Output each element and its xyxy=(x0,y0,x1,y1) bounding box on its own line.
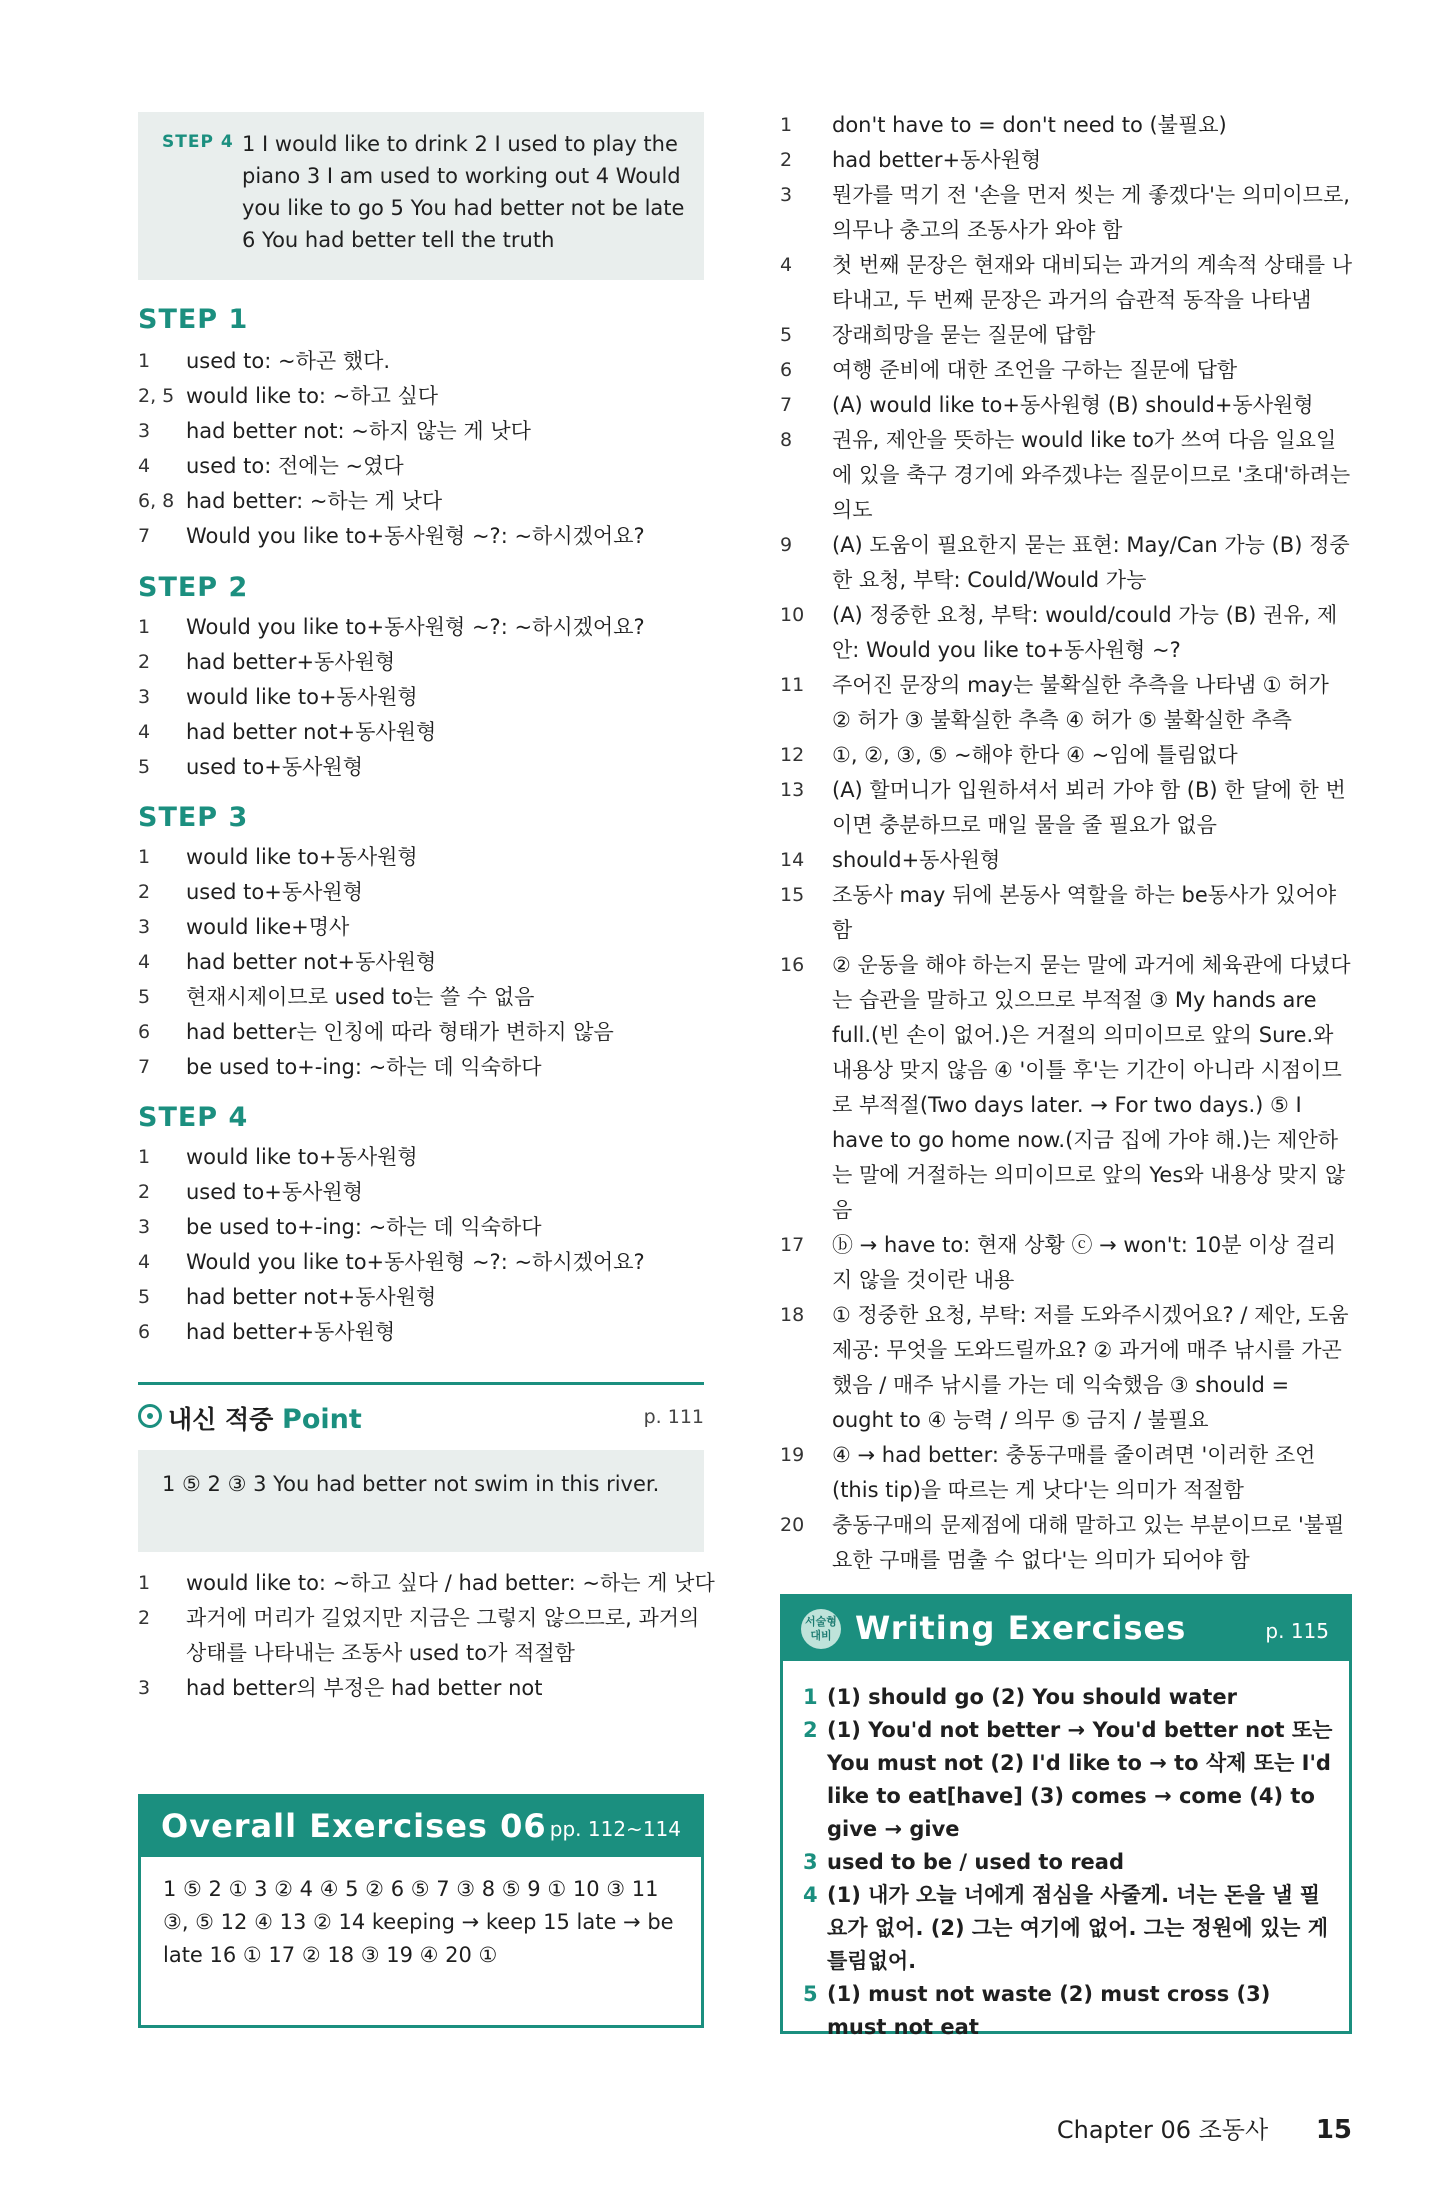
list-item: 6 had better는 인칭에 따라 형태가 변하지 않음 xyxy=(138,1020,614,1044)
list-item: 3 had better의 부정은 had better not xyxy=(138,1676,543,1700)
point-title xyxy=(138,1400,704,1434)
list-item: 2, 5 would like to: ~하고 싶다 xyxy=(138,384,439,408)
list-item: 17 ⓑ → have to: 현재 상황 ⓒ → won't: 10분 이상 걸리지 않을 것이란 내용 xyxy=(780,1233,1337,1292)
list-item: 7 be used to+-ing: ~하는 데 익숙하다 xyxy=(138,1055,542,1079)
list-item: 3 뭔가를 먹기 전 '손을 먼저 씻는 게 좋겠다'는 의미이므로, 의무나 충고의 조동사가 와야 함 xyxy=(780,183,1350,242)
list-item: 3 used to be / used to read xyxy=(803,1850,1124,1874)
list-item: 2 used to+동사원형 xyxy=(138,1180,363,1204)
writing-exercises-answers xyxy=(803,1681,1333,2044)
list-item: 4 had better not+동사원형 xyxy=(138,720,437,744)
page-footer xyxy=(1057,2110,1352,2145)
writing-badge: 서술형 대비 xyxy=(801,1609,841,1649)
list-item: 1 Would you like to+동사원형 ~?: ~하시겠어요? xyxy=(138,615,645,639)
list-item: 1 don't have to = don't need to (불필요) xyxy=(780,113,1227,137)
list-item: 6 had better+동사원형 xyxy=(138,1320,396,1344)
target-icon xyxy=(138,1404,162,1428)
overall-exercises-title: Overall Exercises 06 xyxy=(161,1807,547,1845)
overall-exercises-header xyxy=(141,1797,701,1857)
list-item: 5 used to+동사원형 xyxy=(138,755,363,779)
list-item: 2 used to+동사원형 xyxy=(138,880,363,904)
list-item: 20 충동구매의 문제점에 대해 말하고 있는 부분이므로 '불필요한 구매를 멈출 수 없다'는 의미가 되어야 함 xyxy=(780,1513,1345,1572)
list-item: 4 had better not+동사원형 xyxy=(138,950,437,974)
list-item: 13 (A) 할머니가 입원하셔서 뵈러 가야 함 (B) 한 달에 한 번이면 충분하므로 매일 물을 줄 필요가 없음 xyxy=(780,778,1346,837)
list-item: 2 (1) You'd not better → You'd better not 또는 You must not (2) I'd like to → to 삭제 또는 I'd like to eat[have] (3) comes → come (4) to give → give xyxy=(803,1718,1333,1841)
point-title-english: Point xyxy=(282,1404,362,1435)
list-item: 3 would like+명사 xyxy=(138,915,350,939)
step4-answer-box xyxy=(138,112,704,280)
list-item: 1 used to: ~하곤 했다. xyxy=(138,349,391,373)
list-item: 4 used to: 전에는 ~였다 xyxy=(138,454,404,478)
list-item: 6, 8 had better: ~하는 게 낫다 xyxy=(138,489,443,513)
point-answer-box xyxy=(138,1450,704,1552)
list-item: 8 권유, 제안을 뜻하는 would like to가 쓰여 다음 일요일에 있을 축구 경기에 와주겠냐는 질문이므로 '초대'하려는 의도 xyxy=(780,428,1351,522)
list-item: 2 과거에 머리가 길었지만 지금은 그렇지 않으므로, 과거의 상태를 나타내는 조동사 used to가 적절함 xyxy=(138,1606,700,1665)
writing-exercises-title: Writing Exercises xyxy=(855,1609,1187,1647)
step2-list xyxy=(138,610,704,785)
list-item: 2 had better+동사원형 xyxy=(780,148,1042,172)
point-title-korean: 내신 적중 xyxy=(168,1405,274,1434)
step4-label: STEP 4 xyxy=(162,132,234,152)
list-item: 5 장래희망을 묻는 질문에 답함 xyxy=(780,323,1096,347)
step3-heading: STEP 3 xyxy=(138,802,249,833)
list-item: 5 현재시제이므로 used to는 쓸 수 없음 xyxy=(138,985,535,1009)
step3-list xyxy=(138,840,704,1085)
list-item: 4 첫 번째 문장은 현재와 대비되는 과거의 계속적 상태를 나타내고, 두 번째 문장은 과거의 습관적 동작을 나타냄 xyxy=(780,253,1352,312)
point-page: p. 111 xyxy=(643,1406,704,1428)
list-item: 1 would like to+동사원형 xyxy=(138,845,418,869)
list-item: 9 (A) 도움이 필요한지 묻는 표현: May/Can 가능 (B) 정중한 요청, 부탁: Could/Would 가능 xyxy=(780,533,1350,592)
step4-heading: STEP 4 xyxy=(138,1102,249,1133)
step1-list xyxy=(138,344,704,554)
list-item: 15 조동사 may 뒤에 본동사 역할을 하는 be동사가 있어야 함 xyxy=(780,883,1337,942)
list-item: 2 had better+동사원형 xyxy=(138,650,396,674)
list-item: 10 (A) 정중한 요청, 부탁: would/could 가능 (B) 권유, 제안: Would you like to+동사원형 ~? xyxy=(780,603,1338,662)
list-item: 3 be used to+-ing: ~하는 데 익숙하다 xyxy=(138,1215,542,1239)
list-item: 11 주어진 문장의 may는 불확실한 추측을 나타냄 ① 허가 ② 허가 ③ 불확실한 추측 ④ 허가 ⑤ 불확실한 추측 xyxy=(780,673,1329,732)
overall-exercises-page: pp. 112~114 xyxy=(549,1817,681,1841)
step2-heading: STEP 2 xyxy=(138,572,249,603)
point-explanations xyxy=(138,1566,715,1706)
step4-answers: 1 I would like to drink 2 I used to play the piano 3 I am used to working out 4 Would you like to go 5 You had better not be late 6 You had better tell the truth xyxy=(242,132,685,252)
writing-exercises-header xyxy=(783,1597,1349,1661)
overall-exercises-answers: 1 ⑤ 2 ① 3 ② 4 ④ 5 ② 6 ⑤ 7 ③ 8 ⑤ 9 ① 10 ③ 11 ③, ⑤ 12 ④ 13 ② 14 keeping → keep 15 late → be late 16 ① 17 ② 18 ③ 19 ④ 20 ① xyxy=(163,1877,674,1967)
list-item: 16 ② 운동을 해야 하는지 묻는 말에 과거에 체육관에 다녔다는 습관을 말하고 있으므로 부적절 ③ My hands are full.(빈 손이 없어.)은 거절의 의미이므로 앞의 Sure.와 내용상 맞지 않음 ④ '이틀 후'는 기간이 아니라 시점이므로 부적절(Two days later. → For two days.) ⑤ I have to go home now.(지금 집에 가야 해.)는 제안하는 말에 거절하는 의미이므로 앞의 Yes와 내용상 맞지 않음 xyxy=(780,953,1351,1222)
list-item: 1 (1) should go (2) You should water xyxy=(803,1685,1237,1709)
list-item: 1 would like to: ~하고 싶다 / had better: ~하는 게 낫다 xyxy=(138,1571,715,1595)
step4-list xyxy=(138,1140,704,1350)
page-number: 15 xyxy=(1315,2115,1352,2145)
chapter-label: Chapter 06 조동사 xyxy=(1056,2116,1269,2144)
list-item: 14 should+동사원형 xyxy=(780,848,1001,872)
writing-exercises-box xyxy=(780,1594,1352,2039)
section-divider xyxy=(138,1382,704,1385)
list-item: 12 ①, ②, ③, ⑤ ~해야 한다 ④ ~임에 틀림없다 xyxy=(780,743,1238,767)
overall-explanations xyxy=(780,108,1352,1578)
list-item: 19 ④ → had better: 충동구매를 줄이려면 '이러한 조언(this tip)을 따르는 게 낫다'는 의미가 적절함 xyxy=(780,1443,1316,1502)
list-item: 5 (1) must not waste (2) must cross (3) must not eat xyxy=(803,1982,1271,2039)
list-item: 18 ① 정중한 요청, 부탁: 저를 도와주시겠어요? / 제안, 도움 제공: 무엇을 도와드릴까요? ② 과거에 매주 낚시를 가곤 했음 / 매주 낚시를 가는 데 익숙했음 ③ should = ought to ④ 능력 / 의무 ⑤ 금지 / 불필요 xyxy=(780,1303,1349,1432)
list-item: 3 had better not: ~하지 않는 게 낫다 xyxy=(138,419,531,443)
overall-exercises-box xyxy=(138,1794,704,2028)
writing-exercises-page: p. 115 xyxy=(1265,1619,1329,1643)
list-item: 6 여행 준비에 대한 조언을 구하는 질문에 답함 xyxy=(780,358,1238,382)
list-item: 7 (A) would like to+동사원형 (B) should+동사원형 xyxy=(780,393,1314,417)
list-item: 4 Would you like to+동사원형 ~?: ~하시겠어요? xyxy=(138,1250,645,1274)
list-item: 1 would like to+동사원형 xyxy=(138,1145,418,1169)
list-item: 3 would like to+동사원형 xyxy=(138,685,418,709)
step1-heading: STEP 1 xyxy=(138,304,249,335)
point-answers: 1 ⑤ 2 ③ 3 You had better not swim in this river. xyxy=(162,1472,660,1496)
list-item: 4 (1) 내가 오늘 너에게 점심을 사줄게. 너는 돈을 낼 필요가 없어. (2) 그는 여기에 없어. 그는 정원에 있는 게 틀림없어. xyxy=(803,1883,1328,1973)
list-item: 7 Would you like to+동사원형 ~?: ~하시겠어요? xyxy=(138,524,645,548)
list-item: 5 had better not+동사원형 xyxy=(138,1285,437,1309)
